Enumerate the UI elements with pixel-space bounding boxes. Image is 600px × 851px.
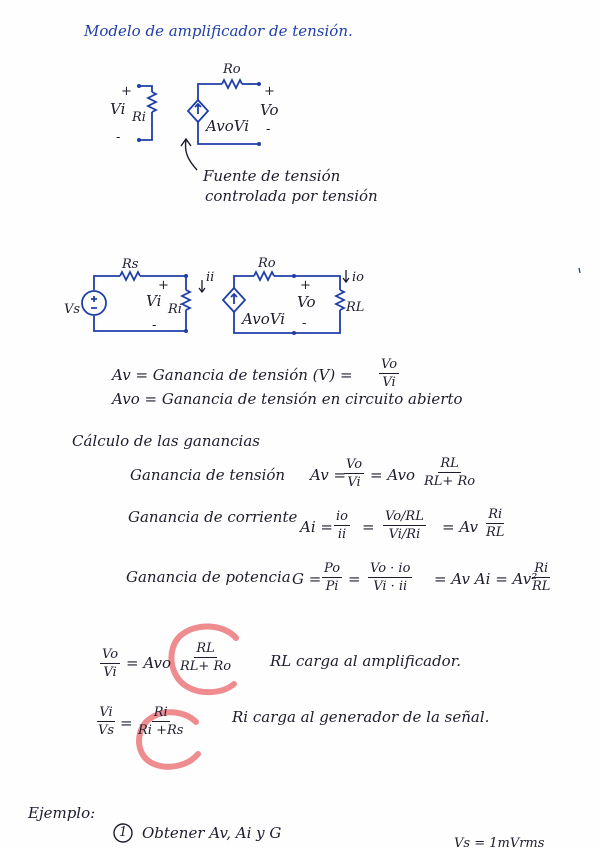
- av-definition-fraction: [379, 356, 399, 391]
- fraction-numerator: Vo: [346, 457, 363, 472]
- model-vi-label: Vi: [110, 100, 126, 118]
- current-gain-lhs: Ai =: [300, 518, 333, 536]
- current-gain-fraction-1: [334, 508, 350, 543]
- output-plus: +: [300, 278, 311, 293]
- fraction-denominator: RL: [486, 525, 505, 540]
- model-source-label: AvoVi: [206, 117, 250, 135]
- model-ro-label: Ro: [223, 62, 241, 77]
- power-gain-fraction-3: [530, 560, 552, 595]
- ii-label: ii: [206, 270, 215, 285]
- power-gain-eq: =: [348, 570, 361, 588]
- power-gain-fraction-2: [368, 560, 412, 595]
- input-minus: -: [152, 318, 157, 333]
- output-divider-lhs: [100, 646, 120, 681]
- page-title: Modelo de amplificador de tensión.: [84, 22, 353, 40]
- fraction-denominator: ii: [337, 527, 347, 542]
- fraction-numerator: Vi: [99, 705, 113, 720]
- annotation-line-1: Fuente de tensión: [203, 167, 341, 185]
- model-ri-label: Ri: [132, 110, 146, 125]
- example-label: Ejemplo:: [28, 804, 96, 822]
- example-item-text: Obtener Av, Ai y G: [142, 824, 282, 842]
- power-gain-mid: = Av Ai = Av²: [434, 570, 538, 588]
- ii-arrow: [199, 280, 205, 292]
- current-gain-eq: =: [362, 518, 375, 536]
- vs-label: Vs: [64, 302, 81, 317]
- fraction-numerator: Vo · io: [370, 561, 411, 576]
- fraction-numerator: Po: [324, 561, 341, 576]
- fraction-denominator: Vi: [347, 475, 361, 490]
- input-divider-fraction: [136, 704, 185, 739]
- annotation-arrow: [181, 139, 197, 170]
- voltage-gain-fraction-2: [422, 455, 477, 490]
- current-gain-mid: = Av: [442, 518, 479, 536]
- io-label: io: [352, 270, 364, 285]
- voltage-gain-mid: = Avo: [370, 466, 416, 484]
- fraction-numerator: Ri: [488, 507, 503, 522]
- fraction-numerator: RL: [196, 641, 215, 656]
- calculo-heading: Cálculo de las ganancias: [72, 432, 260, 450]
- rl-label: RL: [346, 300, 365, 315]
- output-divider-note: RL carga al amplificador.: [270, 652, 461, 670]
- fraction-numerator: Vo: [102, 647, 119, 662]
- output-minus: -: [302, 316, 307, 331]
- fraction-denominator: Vi: [103, 665, 117, 680]
- output-divider-mid: = Avo: [126, 654, 172, 672]
- io-arrow: [343, 270, 349, 282]
- voltage-gain-lhs: Av =: [310, 466, 347, 484]
- fraction-denominator: RL+ Ro: [180, 659, 232, 674]
- output-source-label: AvoVi: [242, 310, 286, 328]
- item-number: 1: [119, 825, 128, 840]
- stray-mark: [579, 268, 580, 273]
- fraction-numerator: io: [336, 509, 348, 524]
- power-gain-label: Ganancia de potencia: [126, 568, 291, 586]
- fraction-denominator: Vi: [382, 375, 396, 390]
- fraction-denominator: Pi: [325, 579, 339, 594]
- rs-label: Rs: [122, 257, 139, 272]
- annotation-line-2: controlada por tensión: [205, 187, 378, 205]
- input-divider-lhs: [96, 704, 116, 739]
- output-vo-label: Vo: [297, 293, 316, 311]
- fraction-denominator: Vi · ii: [373, 579, 408, 594]
- power-gain-fraction-1: [322, 560, 342, 595]
- fraction-numerator: Ri: [153, 705, 168, 720]
- power-gain-lhs: G =: [292, 570, 322, 588]
- current-gain-label: Ganancia de corriente: [128, 508, 298, 526]
- fraction-numerator: RL: [440, 456, 459, 471]
- example-corner-note: Vs = 1mVrms: [454, 836, 545, 851]
- output-divider-fraction: [178, 640, 233, 675]
- input-ri-label: Ri: [168, 302, 182, 317]
- av-definition: Av = Ganancia de tensión (V) =: [112, 366, 353, 384]
- fraction-denominator: Ri +Rs: [138, 723, 184, 738]
- model-vo-label: Vo: [260, 101, 279, 119]
- model-minus-in: -: [116, 130, 121, 145]
- voltage-gain-fraction-1: [344, 456, 364, 491]
- model-minus-out: -: [266, 122, 271, 137]
- input-vi-label: Vi: [146, 292, 162, 310]
- fraction-denominator: Vs: [98, 723, 115, 738]
- fraction-numerator: Ri: [534, 561, 549, 576]
- voltage-gain-label: Ganancia de tensión: [130, 466, 286, 484]
- current-gain-fraction-2: [383, 508, 426, 543]
- fraction-numerator: Vo: [381, 357, 398, 372]
- model-plus-out: +: [264, 84, 275, 99]
- input-divider-note: Ri carga al generador de la señal.: [232, 708, 490, 726]
- input-divider-mid: =: [120, 714, 133, 732]
- current-gain-fraction-3: [484, 506, 506, 541]
- output-stage-terminals: [292, 274, 296, 335]
- output-ro-label: Ro: [258, 256, 276, 271]
- fraction-denominator: RL+ Ro: [424, 474, 476, 489]
- model-plus-in: +: [121, 84, 132, 99]
- fraction-numerator: Vo/RL: [385, 509, 424, 524]
- avo-definition: Avo = Ganancia de tensión en circuito abierto: [112, 390, 463, 408]
- fraction-denominator: RL: [532, 579, 551, 594]
- fraction-denominator: Vi/Ri: [388, 527, 421, 542]
- input-plus: +: [158, 278, 169, 293]
